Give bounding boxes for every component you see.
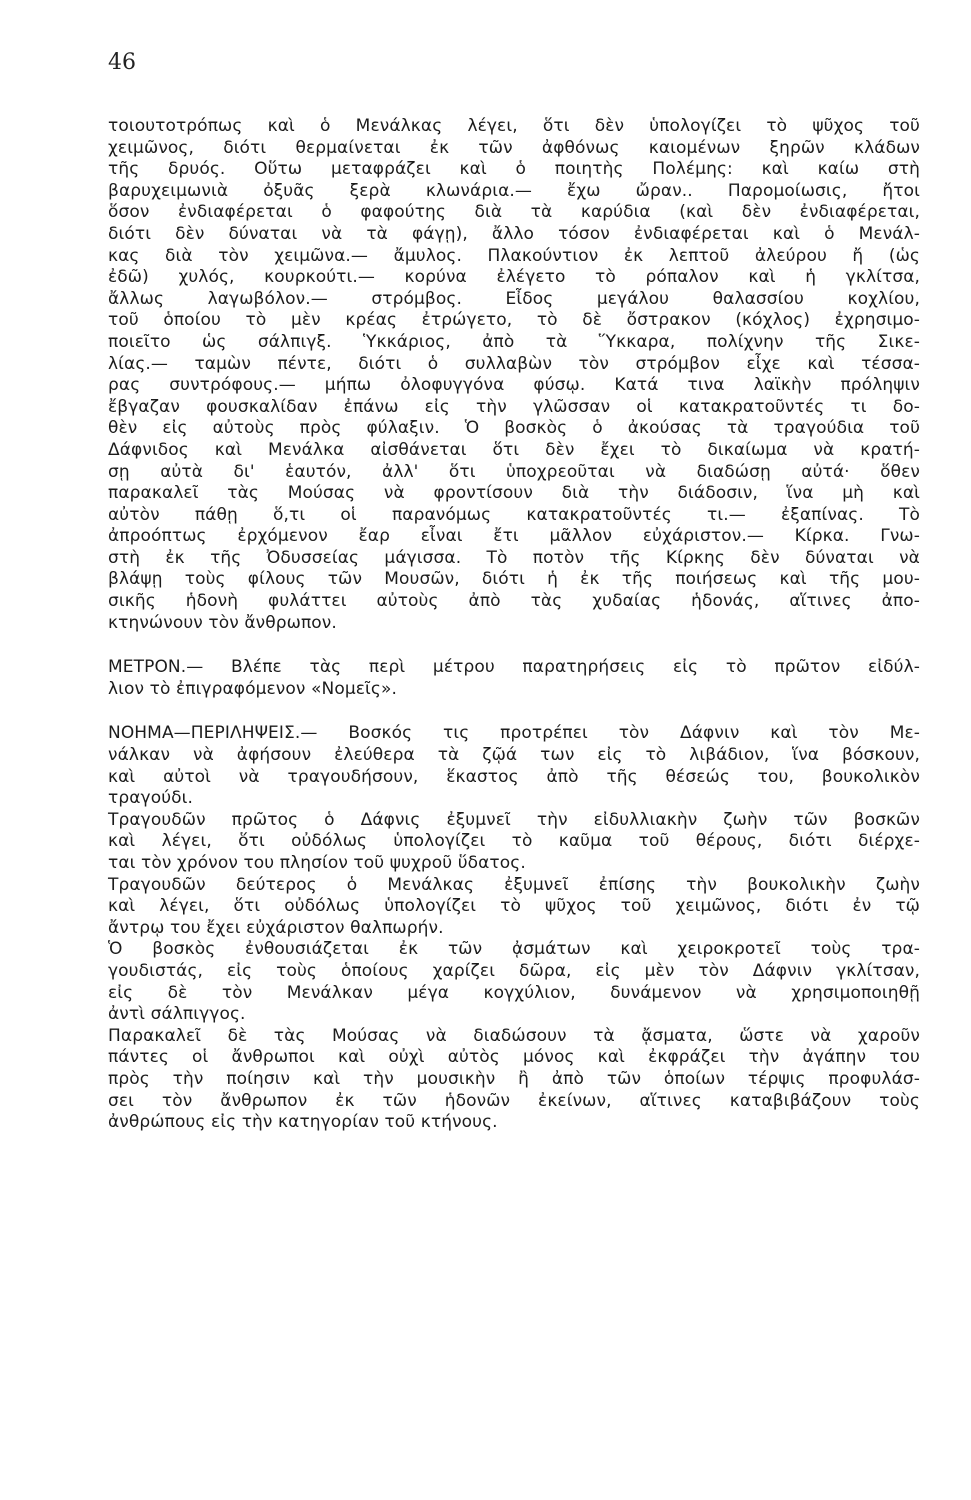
text-line: Ὁ βοσκὸς ἐνθουσιάζεται ἐκ τῶν ᾀσμάτων καὶ χειροκροτεῖ τοὺς τρα- <box>108 939 920 960</box>
text-line: παρακαλεῖ τὰς Μούσας νὰ φροντίσουν διὰ τὴν διάδοσιν, ἵνα μὴ καὶ <box>108 483 920 504</box>
text-line: τραγούδι. <box>108 788 193 809</box>
text-line: γουδιστάς, εἰς τοὺς ὁποίους χαρίζει δῶρα, εἰς μὲν τὸν Δάφνιν γκλίτσαν, <box>108 960 920 981</box>
text-line: Τραγουδῶν δεύτερος ὁ Μενάλκας ἐξυμνεῖ ἐπίσης τὴν βουκολικὴν ζωὴν <box>108 874 920 895</box>
text-line: αὐτὸν πάθῃ ὅ,τι οἱ παρανόμως κατακρατοῦντές τι.— ἐξαπίνας. Τὸ <box>108 504 920 525</box>
text-line: Τραγουδῶν πρῶτος ὁ Δάφνις ἐξυμνεῖ τὴν εἰδυλλιακὴν ζωὴν τῶν βοσκῶν <box>108 809 920 830</box>
text-line: ἀπροόπτως ἐρχόμενον ἔαρ εἶναι ἔτι μᾶλλον εὐχάριστον.— Κίρκα. Γνω- <box>108 526 920 547</box>
text-line: ἀνθρώπους εἰς τὴν κατηγορίαν τοῦ κτήνους. <box>108 1112 498 1133</box>
text-line: λίας.— ταμὼν πέντε, διότι ὁ συλλαβὼν τὸν στρόμβον εἶχε καὶ τέσσα- <box>108 353 920 374</box>
text-line: χειμῶνος, διότι θερμαίνεται ἐκ τῶν ἀφθόνως καιομένων ξηρῶν κλάδων <box>108 137 920 158</box>
text-line: στὴ ἐκ τῆς Ὀδυσσείας μάγισσα. Τὸ ποτὸν τῆς Κίρκης δὲν δύναται νὰ <box>108 547 920 568</box>
text-line: σῃ αὐτὰ δι' ἑαυτόν, ἀλλ' ὅτι ὑποχρεοῦται νὰ διαδώσῃ αὐτά· ὅθεν <box>108 461 920 482</box>
text-line: ΜΕΤΡΟΝ.— Βλέπε τὰς περὶ μέτρου παρατηρήσεις εἰς τὸ πρῶτον εἰδύλ- <box>108 657 920 678</box>
text-line: κας διὰ τὸν χειμῶνα.— ἄμυλος. Πλακούντιον ἐκ λεπτοῦ ἀλεύρου ἤ (ὡς <box>108 245 920 266</box>
text-line: καὶ αὐτοὶ νὰ τραγουδήσουν, ἕκαστος ἀπὸ τῆς θέσεώς του, βουκολικὸν <box>108 766 920 787</box>
text-line: τοῦ ὁποίου τὸ μὲν κρέας ἐτρώγετο, τὸ δὲ ὄστρακον (κόχλος) ἐχρησιμο- <box>108 310 920 331</box>
text-line: ται τὸν χρόνον του πλησίον τοῦ ψυχροῦ ὕδατος. <box>108 853 526 873</box>
text-line: εἰς δὲ τὸν Μενάλκαν μέγα κογχύλιον, δυνάμενον νὰ χρησιμοποιηθῇ <box>108 982 920 1003</box>
text-line: πάντες οἱ ἄνθρωποι καὶ οὐχὶ αὐτὸς μόνος καὶ ἐκφράζει τὴν ἀγάπην του <box>108 1047 920 1068</box>
text-line: σικῆς ἡδονὴ φυλάττει αὐτοὺς ἀπὸ τὰς χυδαίας ἡδονάς, αἵτινες ἀπο- <box>108 591 920 612</box>
text-line: Παρακαλεῖ δὲ τὰς Μούσας νὰ διαδώσουν τὰ ᾄσματα, ὥστε νὰ χαροῦν <box>108 1025 920 1046</box>
text-line: ρας συντρόφους.— μήπω ὀλοφυγγόνα φύσῳ. Κατά τινα λαϊκὴν πρόληψιν <box>108 375 920 396</box>
text-line: ΝΟΗΜΑ—ΠΕΡΙΛΗΨΕΙΣ.— Βοσκός τις προτρέπει τὸν Δάφνιν καὶ τὸν Με- <box>108 723 920 744</box>
text-line: τοιουτοτρόπως καὶ ὁ Μενάλκας λέγει, ὅτι δὲν ὑπολογίζει τὸ ψῦχος τοῦ <box>108 116 920 136</box>
text-line: καὶ λέγει, ὅτι οὐδόλως ὑπολογίζει τὸ ψῦχος τοῦ χειμῶνος, διότι ἐν τῷ <box>108 896 920 917</box>
text-line: σει τὸν ἄνθρωπον ἐκ τῶν ἡδονῶν ἐκείνων, αἵτινες καταβιβάζουν τοὺς <box>108 1090 920 1111</box>
text-line: ποιεῖτο ὡς σάλπιγξ. Ὑκκάριος, ἀπὸ τὰ Ὕκκαρα, πολίχνην τῆς Σικε- <box>108 331 920 352</box>
text-line: νάλκαν νὰ ἀφήσουν ἐλεύθερα τὰ ζῷά των εἰς τὸ λιβάδιον, ἵνα βόσκουν, <box>108 745 920 766</box>
page-number: 46 <box>108 50 136 75</box>
text-line: Δάφνιδος καὶ Μενάλκα αἰσθάνεται ὅτι δὲν ἔχει τὸ δικαίωμα νὰ κρατή- <box>108 439 920 460</box>
text-line: ἀντὶ σάλπιγγος. <box>108 1004 246 1025</box>
text-line: καὶ λέγει, ὅτι οὐδόλως ὑπολογίζει τὸ καῦμα τοῦ θέρους, διότι διέρχε- <box>108 831 920 852</box>
text-line: λιον τὸ ἐπιγραφόμενον «Νομεῖς». <box>108 678 397 699</box>
text-line: βαρυχειμωνιὰ ὀξυᾶς ξερὰ κλωνάρια.— ἔχω ὤραν.. Παρομοίωσις, ἤτοι <box>108 180 920 201</box>
text-line: ἔβγαζαν φουσκαλίδαν ἐπάνω εἰς τὴν γλῶσσαν οἱ κατακρατοῦντές τι δο- <box>108 396 920 417</box>
text-line: διότι δὲν δύναται νὰ τὰ φάγῃ), ἄλλο τόσον ἐνδιαφέρεται καὶ ὁ Μενάλ- <box>108 223 920 244</box>
page-text <box>108 116 920 1134</box>
text-line: πρὸς τὴν ποίησιν καὶ τὴν μουσικὴν ἢ ἀπὸ τῶν ὁποίων τέρψις προφυλάσ- <box>108 1068 920 1089</box>
paragraph-gap <box>108 634 920 657</box>
text-line: ἐδῶ) χυλός, κουρκούτι.— κορύνα ἐλέγετο τὸ ρόπαλον καὶ ἡ γκλίτσα, <box>108 267 920 288</box>
paragraph-gap <box>108 700 920 723</box>
text-line: θὲν εἰς αὐτοὺς πρὸς φύλαξιν. Ὁ βοσκὸς ὁ ἀκούσας τὰ τραγούδια τοῦ <box>108 418 920 439</box>
text-line: ἄλλως λαγωβόλον.— στρόμβος. Εἶδος μεγάλου θαλασσίου κοχλίου, <box>108 288 920 309</box>
text-line: ὅσον ἐνδιαφέρεται ὁ φαφούτης διὰ τὰ καρύδια (καὶ δὲν ἐνδιαφέρεται, <box>108 202 920 223</box>
text-line: βλάψῃ τοὺς φίλους τῶν Μουσῶν, διότι ἡ ἐκ τῆς ποιήσεως καὶ τῆς μου- <box>108 569 920 590</box>
text-line: ἄντρῳ του ἔχει εὐχάριστον θαλπωρήν. <box>108 917 444 938</box>
text-line: κτηνώνουν τὸν ἄνθρωπον. <box>108 612 337 633</box>
text-line: τῆς δρυός. Οὕτω μεταφράζει καὶ ὁ ποιητὴς Πολέμης: καὶ καίω στὴ <box>108 159 920 180</box>
